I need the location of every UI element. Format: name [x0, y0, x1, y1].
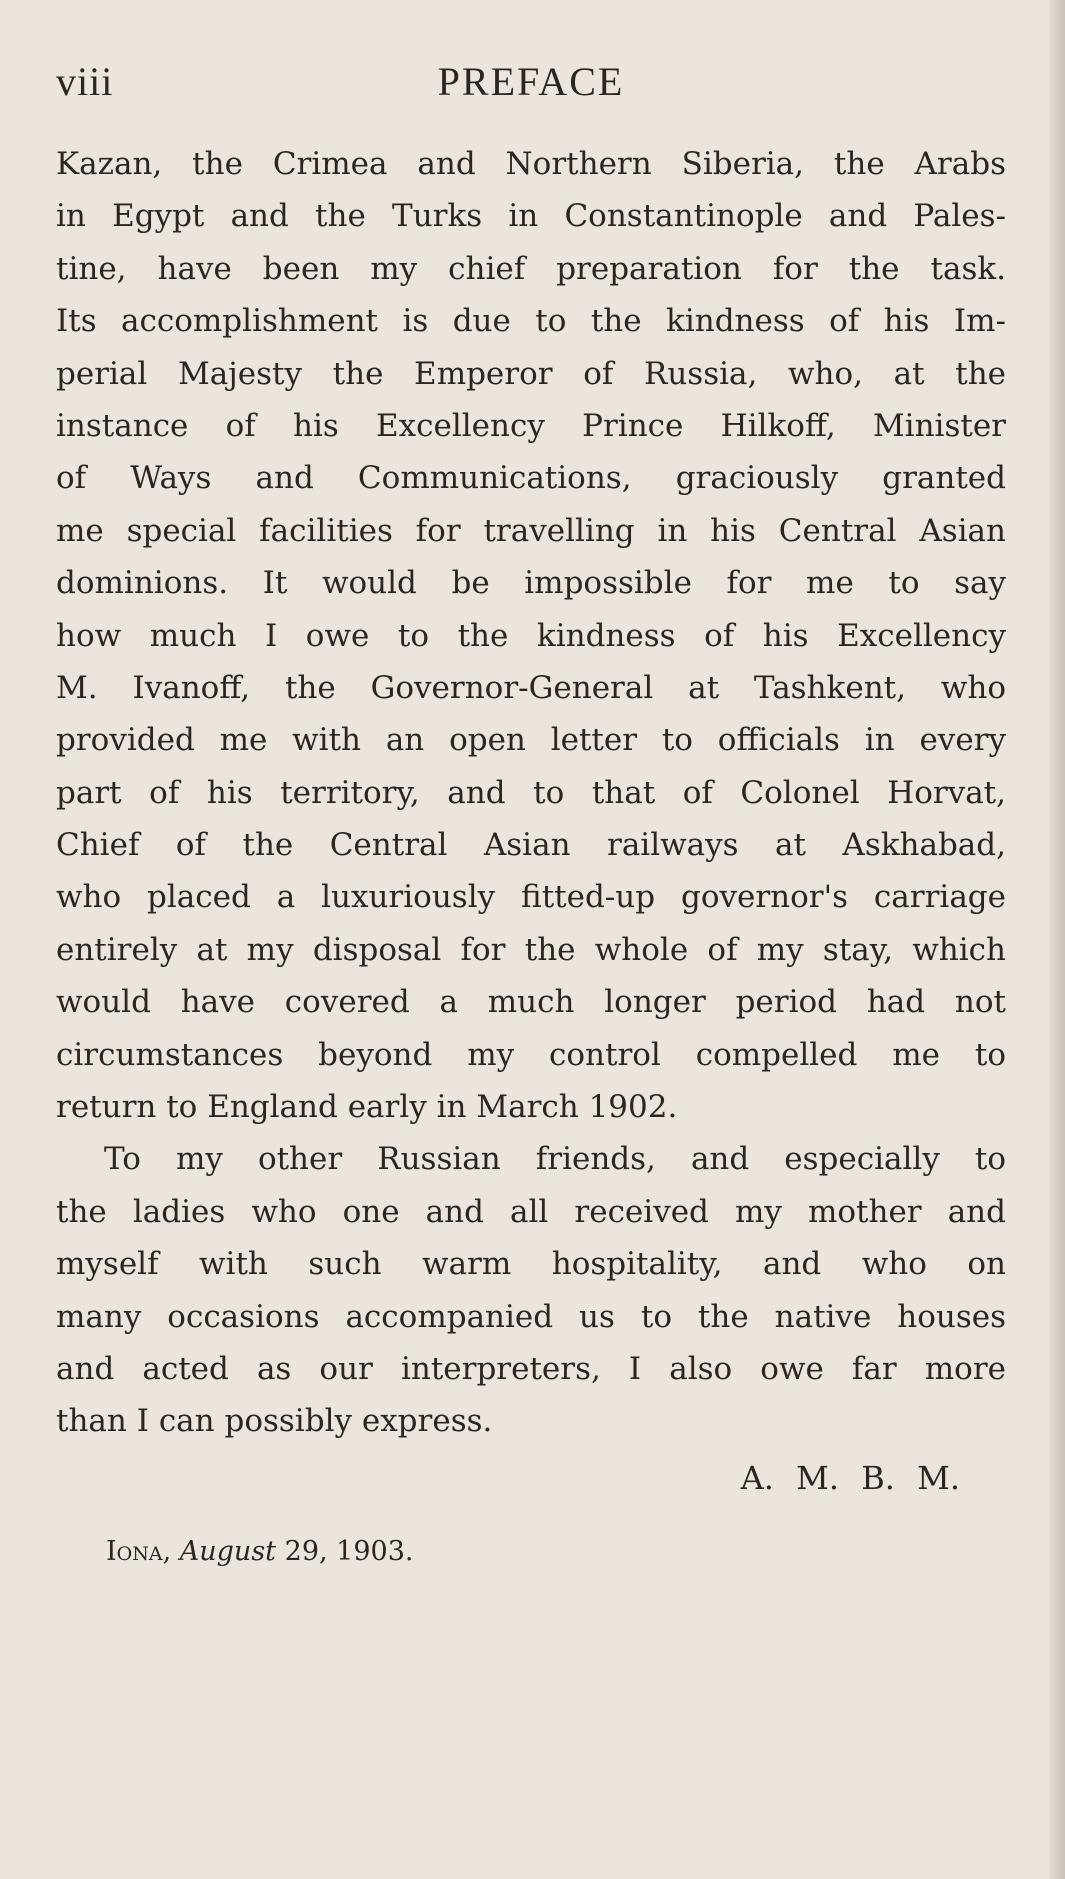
dateline-month: August [179, 1536, 277, 1567]
text-line: the ladies who one and all received my mother and [56, 1193, 1006, 1230]
text-line: in Egypt and the Turks in Constantinople and Pales- [56, 198, 1006, 235]
text-line: Kazan, the Crimea and Northern Siberia, the Arabs [56, 146, 1006, 182]
text-line: dominions. It would be impossible for me to say [56, 565, 1006, 602]
page-number: viii [56, 59, 114, 104]
text-line: provided me with an open letter to officials in every [56, 722, 1006, 759]
text-line: part of his territory, and to that of Colonel Horvat, [56, 774, 1006, 811]
text-line: how much I owe to the kindness of his Excellency [56, 617, 1006, 654]
text-line: perial Majesty the Emperor of Russia, who, at the [56, 355, 1006, 392]
page-edge [1049, 0, 1065, 1879]
text-line: myself with such warm hospitality, and who on [56, 1246, 1006, 1283]
text-line: M. Ivanoff, the Governor-General at Tashkent, who [56, 669, 1006, 706]
text-line: me special facilities for travelling in his Central Asian [56, 512, 1006, 549]
text-line: than I can possibly express. [56, 1403, 493, 1440]
text-line: To my other Russian friends, and especially to [104, 1141, 1006, 1178]
text-line: Its accomplishment is due to the kindness of his Im- [56, 303, 1006, 340]
text-line: entirely at my disposal for the whole of my stay, which [56, 931, 1006, 968]
running-head [56, 58, 1006, 108]
dateline-date: 29, 1903. [284, 1536, 414, 1567]
text-line: who placed a luxuriously fitted-up governor's carriage [56, 879, 1006, 916]
dateline-place: Iona, [106, 1536, 172, 1567]
page-title: PREFACE [437, 59, 625, 104]
text-line: circumstances beyond my control compelled me to [56, 1036, 1006, 1073]
text-line: return to England early in March 1902. [56, 1089, 678, 1126]
text-line: and acted as our interpreters, I also owe far more [56, 1350, 1006, 1387]
text-line: would have covered a much longer period had not [56, 984, 1006, 1021]
signature: A. M. B. M. [740, 1458, 960, 1497]
text-line: Chief of the Central Asian railways at Askhabad, [56, 827, 1006, 864]
dateline [106, 1536, 413, 1567]
text-line: instance of his Excellency Prince Hilkoff, Minister [56, 407, 1006, 444]
text-line: many occasions accompanied us to the native houses [56, 1298, 1006, 1335]
text-line: tine, have been my chief preparation for the task. [56, 250, 1006, 287]
body-text [56, 138, 1006, 1506]
text-line: of Ways and Communications, graciously granted [56, 460, 1006, 497]
